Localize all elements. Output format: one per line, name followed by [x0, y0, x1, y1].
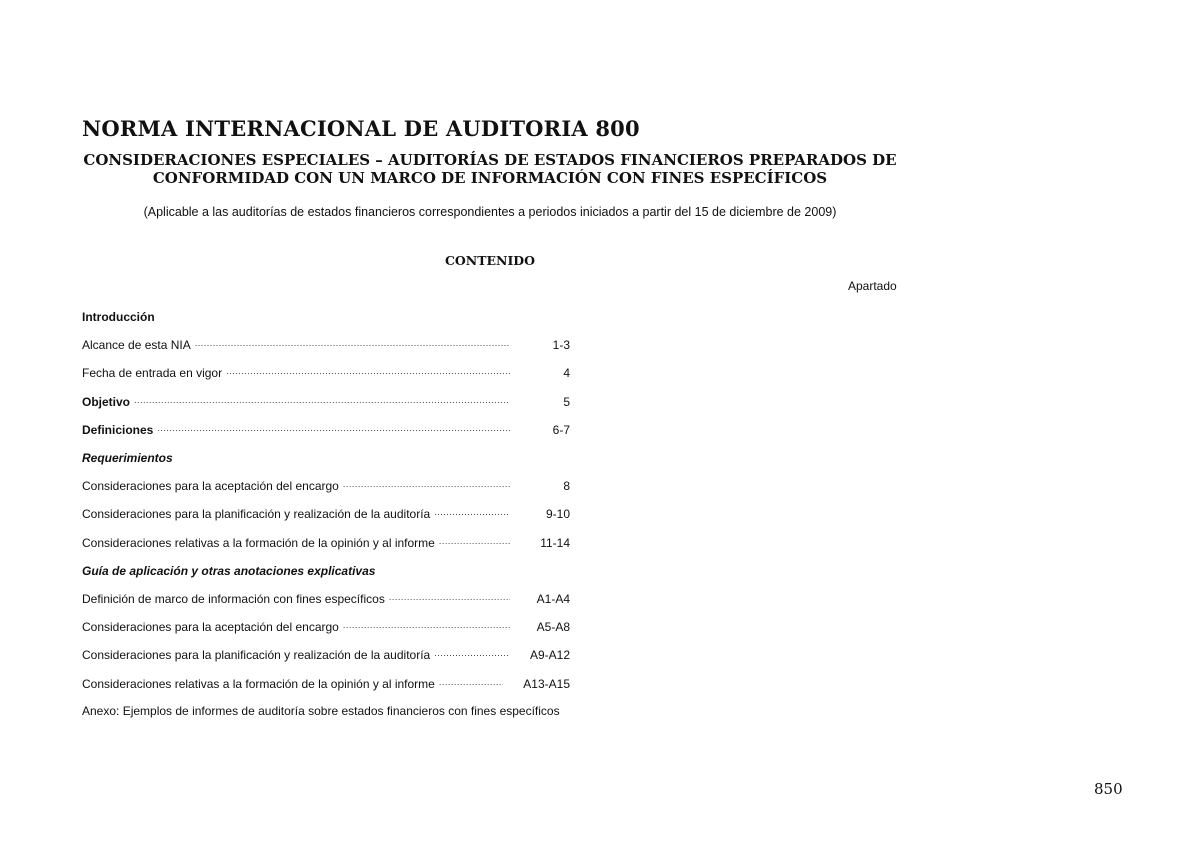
section-heading: Requerimientos [82, 451, 173, 466]
toc-entry-label: Definición de marco de información con fines específicos [82, 591, 385, 606]
dot-leader [434, 648, 510, 662]
toc-entry-label: Definiciones [82, 422, 154, 437]
toc-entry-ref: A5-A8 [536, 620, 570, 635]
toc-entry-ref: 11-14 [540, 535, 570, 550]
section-heading: Guía de aplicación y otras anotaciones explicativas [82, 563, 376, 578]
toc-entry [82, 388, 570, 416]
toc-entry-label: Objetivo [82, 394, 131, 409]
dot-leader [195, 338, 510, 352]
subtitle-line-1: CONSIDERACIONES ESPECIALES – AUDITORÍAS DE ESTADOS FINANCIEROS PREPARADOS DE [83, 151, 897, 169]
toc-entry-label: Consideraciones relativas a la formación de la opinión y al informe [82, 535, 435, 550]
dot-leader [157, 423, 510, 437]
toc-entry-ref: A13-A15 [523, 676, 570, 691]
toc-entry-label: Alcance de esta NIA [82, 338, 191, 353]
contents-heading: CONTENIDO [444, 253, 536, 268]
toc-entry-ref: A1-A4 [536, 591, 570, 606]
document-title: NORMA INTERNACIONAL DE AUDITORIA 800 [82, 116, 640, 141]
toc-entry-ref: 1-3 [552, 338, 570, 353]
document-subtitle [82, 151, 898, 187]
toc-entry-label: Consideraciones relativas a la formación de la opinión y al informe [82, 676, 435, 691]
dot-leader [439, 536, 510, 550]
toc-entry [82, 359, 570, 387]
toc-entry [82, 641, 570, 669]
table-of-contents [82, 303, 570, 698]
toc-section-intro [82, 303, 570, 331]
toc-entry [82, 472, 570, 500]
toc-entry [82, 529, 570, 557]
toc-section-guidance [82, 557, 570, 585]
dot-leader [343, 479, 510, 493]
dot-leader [134, 395, 510, 409]
column-label-apartado: Apartado [848, 279, 897, 293]
toc-entry-ref: 5 [563, 394, 570, 409]
dot-leader [226, 366, 510, 380]
toc-entry-ref: 4 [563, 366, 570, 381]
page-number: 850 [1094, 780, 1123, 798]
toc-entry [82, 416, 570, 444]
toc-entry-label: Fecha de entrada en vigor [82, 366, 223, 381]
toc-entry [82, 500, 570, 528]
toc-entry-label: Consideraciones para la planificación y realización de la auditoría [82, 507, 431, 522]
toc-entry [82, 613, 570, 641]
dot-leader [434, 507, 510, 521]
dot-leader [439, 677, 503, 691]
dot-leader [343, 620, 510, 634]
subtitle-line-2: CONFORMIDAD CON UN MARCO DE INFORMACIÓN CON FINES ESPECÍFICOS [152, 169, 828, 187]
toc-entry-ref: A9-A12 [529, 648, 570, 663]
toc-entry-ref: 6-7 [552, 422, 570, 437]
toc-entry [82, 331, 570, 359]
toc-entry-label: Consideraciones para la aceptación del encargo [82, 620, 339, 635]
section-heading: Introducción [82, 310, 155, 325]
dot-leader [389, 592, 510, 606]
toc-entry-label: Consideraciones para la planificación y realización de la auditoría [82, 648, 431, 663]
annex-entry: Anexo: Ejemplos de informes de auditoría sobre estados financieros con fines específicos [82, 704, 560, 718]
toc-entry-ref: 9-10 [545, 507, 570, 522]
toc-entry-ref: 8 [563, 479, 570, 494]
toc-entry [82, 669, 570, 697]
toc-entry-label: Consideraciones para la aceptación del encargo [82, 479, 339, 494]
toc-section-requirements [82, 444, 570, 472]
toc-entry [82, 585, 570, 613]
applicability-note: (Aplicable a las auditorías de estados financieros correspondientes a periodos iniciados a partir del 15 de diciembre de 2009) [143, 205, 837, 219]
